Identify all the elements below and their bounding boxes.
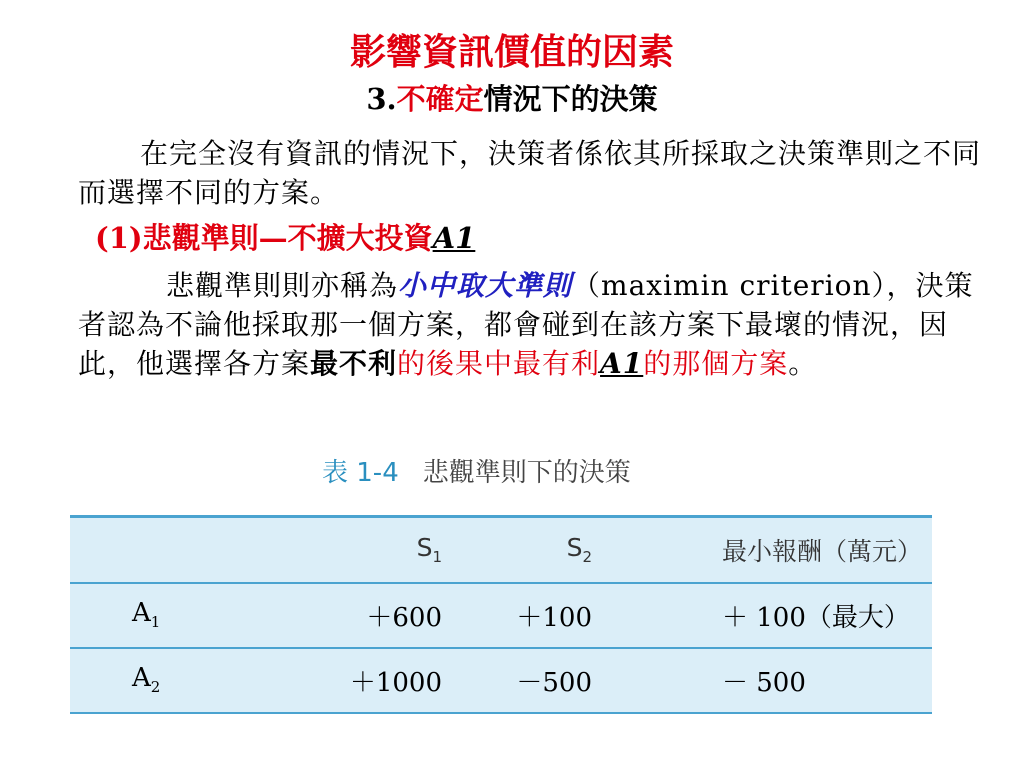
section-label: (1)悲觀準則—不擴大投資 [95, 221, 433, 255]
header-empty [70, 517, 292, 583]
body-text-2: （maximin criterion），決策者認為不論他採取那一個方案，都會碰到在該方案下最壞的情況，因此，他選擇各方案 [78, 269, 974, 380]
intro-text: 在完全沒有資訊的情況下，決策者係依其所採取之決策準則之不同而選擇不同的方案。 [78, 137, 982, 209]
table-row [70, 583, 932, 648]
table-number: 表 1-4 [322, 458, 399, 488]
cell-s1: ＋600 [292, 583, 442, 648]
header-s2 [442, 517, 592, 583]
header-s1-sub: 1 [432, 548, 442, 567]
cell-s2: －500 [442, 648, 592, 713]
row-alt-sub: 1 [150, 613, 161, 632]
row-alternative [70, 648, 292, 713]
table-header-row [70, 517, 932, 583]
row-alt-letter: A [132, 663, 151, 694]
row-alternative [70, 583, 292, 648]
subtitle-number: 3. [366, 82, 397, 116]
body-red-1: 的後果中最有利 [397, 347, 601, 380]
body-paragraph [78, 266, 983, 383]
cell-s1: ＋1000 [292, 648, 442, 713]
body-text-1: 悲觀準則則亦稱為 [166, 269, 399, 302]
body-term: 小中取大準則 [398, 269, 573, 302]
slide-title: 影響資訊價值的因素 [349, 31, 674, 73]
intro-paragraph [78, 134, 983, 212]
subtitle-text: 情況下的決策 [483, 82, 658, 116]
table-title: 悲觀準則下的決策 [422, 458, 631, 488]
body-red-2: 的那個方案 [643, 347, 789, 380]
cell-s2: ＋100 [442, 583, 592, 648]
section-alternative: A1 [432, 221, 476, 255]
slide-subtitle [0, 80, 1024, 118]
body-alternative: A1 [600, 347, 644, 380]
subtitle-highlight: 不確定 [396, 82, 484, 116]
decision-table [70, 515, 932, 714]
header-s2-letter: S [566, 533, 583, 563]
table-row [70, 648, 932, 713]
row-alt-letter: A [132, 598, 151, 629]
table-caption [322, 452, 631, 489]
section-heading [95, 218, 475, 258]
header-s1-letter: S [416, 533, 433, 563]
cell-min: － 500 [592, 648, 932, 713]
header-min-payoff: 最小報酬（萬元） [592, 517, 932, 583]
body-bold: 最不利 [310, 347, 398, 380]
row-alt-sub: 2 [150, 678, 161, 697]
body-end: 。 [788, 347, 818, 380]
header-s2-sub: 2 [582, 548, 592, 567]
cell-min: ＋ 100（最大） [592, 583, 932, 648]
header-s1 [292, 517, 442, 583]
